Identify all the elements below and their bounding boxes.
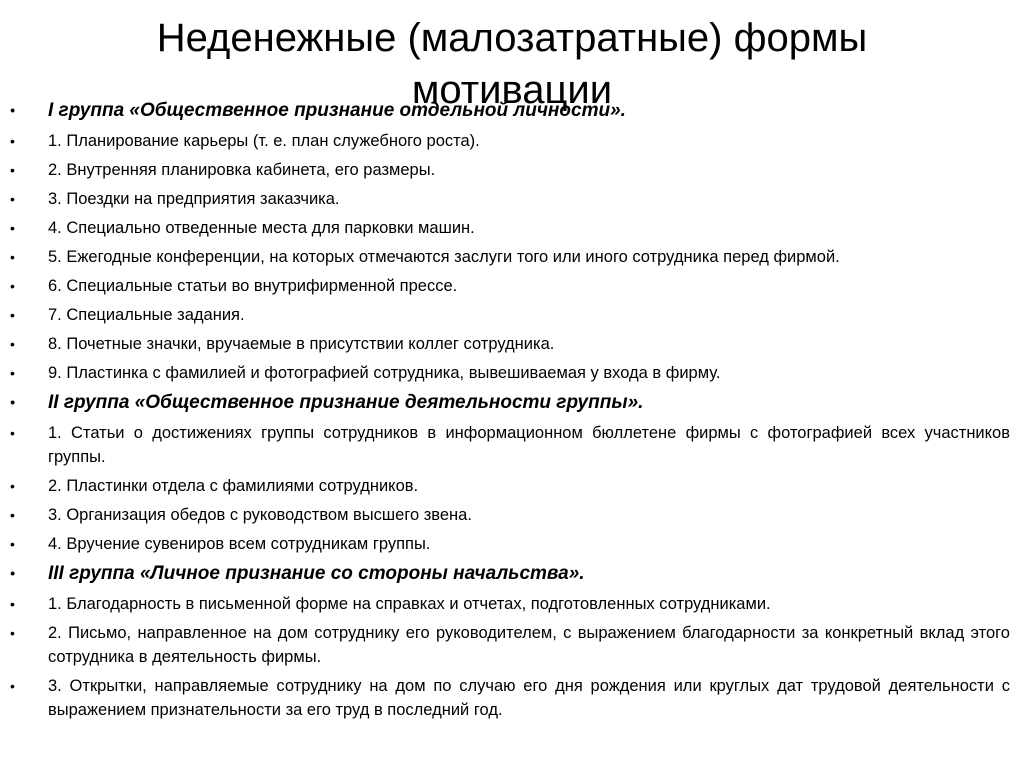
item-text: III группа «Личное признание со стороны начальства». (48, 563, 585, 584)
list-item (0, 245, 1024, 269)
list-item (0, 474, 1024, 498)
bullet-dot-icon: • (10, 191, 15, 207)
list-item (0, 158, 1024, 182)
list-item (0, 421, 1024, 469)
list-item (0, 361, 1024, 385)
bullet-dot-icon: • (10, 596, 15, 612)
bullet-dot-icon: • (10, 625, 15, 641)
list-item (0, 503, 1024, 527)
list-item (0, 674, 1024, 722)
group-heading-3 (0, 561, 1024, 587)
bullet-dot-icon: • (10, 307, 15, 323)
bullet-dot-icon: • (10, 249, 15, 265)
item-text: 5. Ежегодные конференции, на которых отмечаются заслуги того или иного сотрудника перед фирмой. (48, 248, 840, 266)
item-text: 3. Организация обедов с руководством высшего звена. (48, 506, 472, 524)
list-item (0, 216, 1024, 240)
item-text: 2. Письмо, направленное на дом сотруднику его руководителем, с выражением благодарности за конкретный вклад этого сотрудника в деятельность фирмы. (48, 624, 1010, 666)
bullet-dot-icon: • (10, 478, 15, 494)
bullet-dot-icon: • (10, 102, 15, 118)
item-text: 1. Благодарность в письменной форме на справках и отчетах, подготовленных сотрудниками. (48, 595, 771, 613)
list-item (0, 592, 1024, 616)
item-text: 7. Специальные задания. (48, 306, 245, 324)
bullet-dot-icon: • (10, 507, 15, 523)
list-item (0, 621, 1024, 669)
bullet-dot-icon: • (10, 220, 15, 236)
bullet-dot-icon: • (10, 162, 15, 178)
bullet-dot-icon: • (10, 425, 15, 441)
bullet-dot-icon: • (10, 365, 15, 381)
bullet-dot-icon: • (10, 536, 15, 552)
bullet-dot-icon: • (10, 133, 15, 149)
item-text: 4. Вручение сувениров всем сотрудникам группы. (48, 535, 431, 553)
item-text: II группа «Общественное признание деятельности группы». (48, 392, 644, 413)
list-item (0, 187, 1024, 211)
slide-title: Неденежные (малозатратные) формы мотивации (156, 16, 868, 112)
item-text: 3. Поездки на предприятия заказчика. (48, 190, 340, 208)
bullet-dot-icon: • (10, 336, 15, 352)
bullet-dot-icon: • (10, 565, 15, 581)
item-text: 2. Внутренняя планировка кабинета, его размеры. (48, 161, 436, 179)
item-text: I группа «Общественное признание отдельной личности». (48, 100, 626, 121)
item-text: 4. Специально отведенные места для парковки машин. (48, 219, 475, 237)
item-text: 3. Открытки, направляемые сотруднику на дом по случаю его дня рождения или круглых дат трудовой деятельности с выражением признательности за его труд в последний год. (48, 677, 1010, 719)
list-item (0, 129, 1024, 153)
list-item (0, 274, 1024, 298)
bullet-dot-icon: • (10, 278, 15, 294)
group-heading-1 (0, 98, 1024, 124)
item-text: 9. Пластинка с фамилией и фотографией сотрудника, вывешиваемая у входа в фирму. (48, 364, 721, 382)
bullet-dot-icon: • (10, 394, 15, 410)
list-item (0, 303, 1024, 327)
item-text: 1. Статьи о достижениях группы сотрудников в информационном бюллетене фирмы с фотографией всех участников группы. (48, 424, 1010, 466)
group-heading-2 (0, 390, 1024, 416)
bullet-dot-icon: • (10, 678, 15, 694)
list-item (0, 532, 1024, 556)
item-text: 8. Почетные значки, вручаемые в присутствии коллег сотрудника. (48, 335, 555, 353)
item-text: 1. Планирование карьеры (т. е. план служебного роста). (48, 132, 480, 150)
bullet-list (0, 98, 1024, 727)
item-text: 2. Пластинки отдела с фамилиями сотрудников. (48, 477, 419, 495)
list-item (0, 332, 1024, 356)
item-text: 6. Специальные статьи во внутрифирменной прессе. (48, 277, 458, 295)
